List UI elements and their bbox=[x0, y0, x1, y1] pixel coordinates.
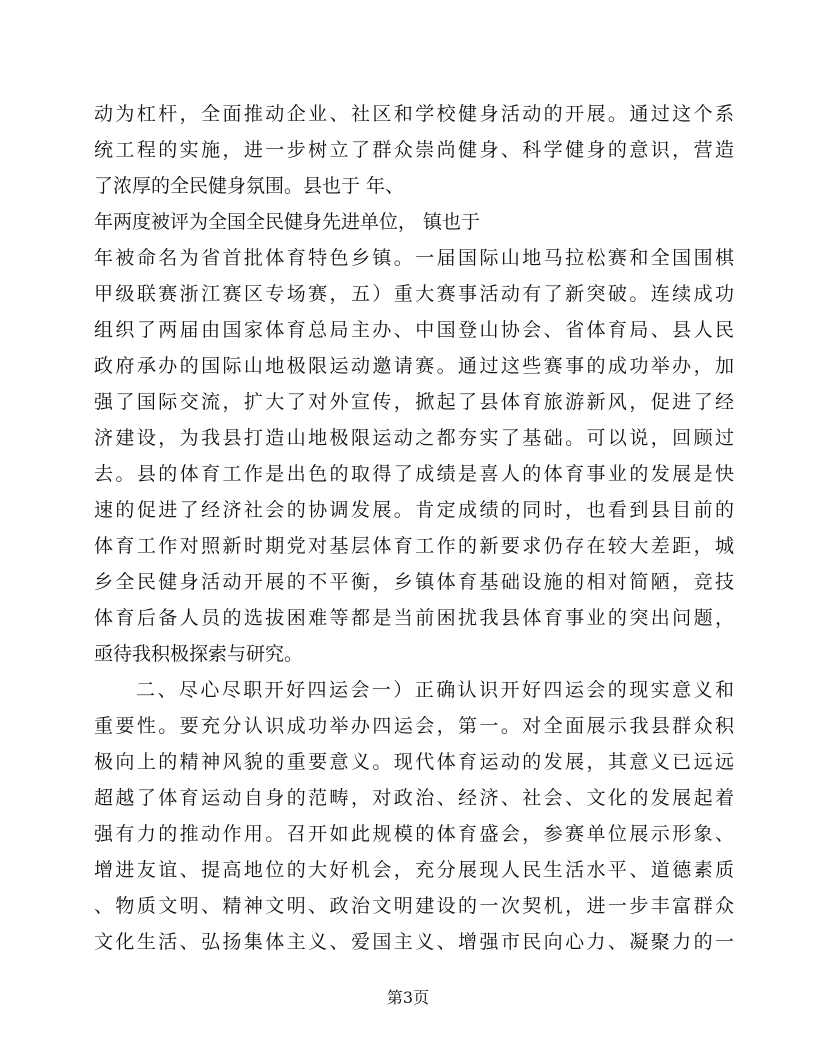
text-line: 文化生活、弘扬集体主义、爱国主义、增强市民向心力、凝聚力的一 bbox=[94, 931, 734, 953]
text-line: 极向上的精神风貌的重要意义。现代体育运动的发展，其意义已远远 bbox=[94, 751, 734, 773]
text-line: 亟待我积极探索与研究。 bbox=[94, 643, 304, 665]
text-line: 年两度被评为全国全民健身先进单位， 镇也于 bbox=[94, 211, 481, 233]
text-line: 速的促进了经济社会的协调发展。肯定成绩的同时，也看到县目前的 bbox=[94, 499, 734, 521]
text-line: 组织了两届由国家体育总局主办、中国登山协会、省体育局、县人民 bbox=[94, 319, 734, 341]
text-line: 济建设，为我县打造山地极限运动之都夯实了基础。可以说，回顾过 bbox=[94, 427, 734, 449]
text-line: 强有力的推动作用。召开如此规模的体育盛会，参赛单位展示形象、 bbox=[94, 823, 734, 845]
text-line: 乡全民健身活动开展的不平衡，乡镇体育基础设施的相对简陋，竞技 bbox=[94, 571, 734, 593]
text-line: 了浓厚的全民健身氛围。县也于 年、 bbox=[94, 175, 405, 197]
text-line: 体育后备人员的选拔困难等都是当前困扰我县体育事业的突出问题， bbox=[94, 607, 734, 629]
text-line: 统工程的实施，进一步树立了群众崇尚健身、科学健身的意识，营造 bbox=[94, 139, 734, 161]
text-line: 年被命名为省首批体育特色乡镇。一届国际山地马拉松赛和全国围棋 bbox=[94, 247, 734, 269]
text-line: 、物质文明、精神文明、政治文明建设的一次契机，进一步丰富群众 bbox=[94, 895, 734, 917]
text-line: 政府承办的国际山地极限运动邀请赛。通过这些赛事的成功举办，加 bbox=[94, 355, 734, 377]
page-number: 第3页 bbox=[386, 988, 430, 1007]
text-line: 增进友谊、提高地位的大好机会，充分展现人民生活水平、道德素质 bbox=[94, 859, 734, 881]
text-line: 强了国际交流，扩大了对外宣传，掀起了县体育旅游新风，促进了经 bbox=[94, 391, 734, 413]
text-line: 体育工作对照新时期党对基层体育工作的新要求仍存在较大差距，城 bbox=[94, 535, 734, 557]
text-line: 去。县的体育工作是出色的取得了成绩是喜人的体育事业的发展是快 bbox=[94, 463, 734, 485]
text-line: 超越了体育运动自身的范畴，对政治、经济、社会、文化的发展起着 bbox=[94, 787, 734, 809]
text-line: 甲级联赛浙江赛区专场赛，五）重大赛事活动有了新突破。连续成功 bbox=[94, 283, 734, 305]
section-heading-line: 二、尽心尽职开好四运会一）正确认识开好四运会的现实意义和 bbox=[136, 679, 734, 701]
text-line: 重要性。要充分认识成功举办四运会，第一。对全面展示我县群众积 bbox=[94, 715, 734, 737]
body-text bbox=[94, 96, 734, 960]
text-line: 动为杠杆，全面推动企业、社区和学校健身活动的开展。通过这个系 bbox=[94, 103, 734, 125]
